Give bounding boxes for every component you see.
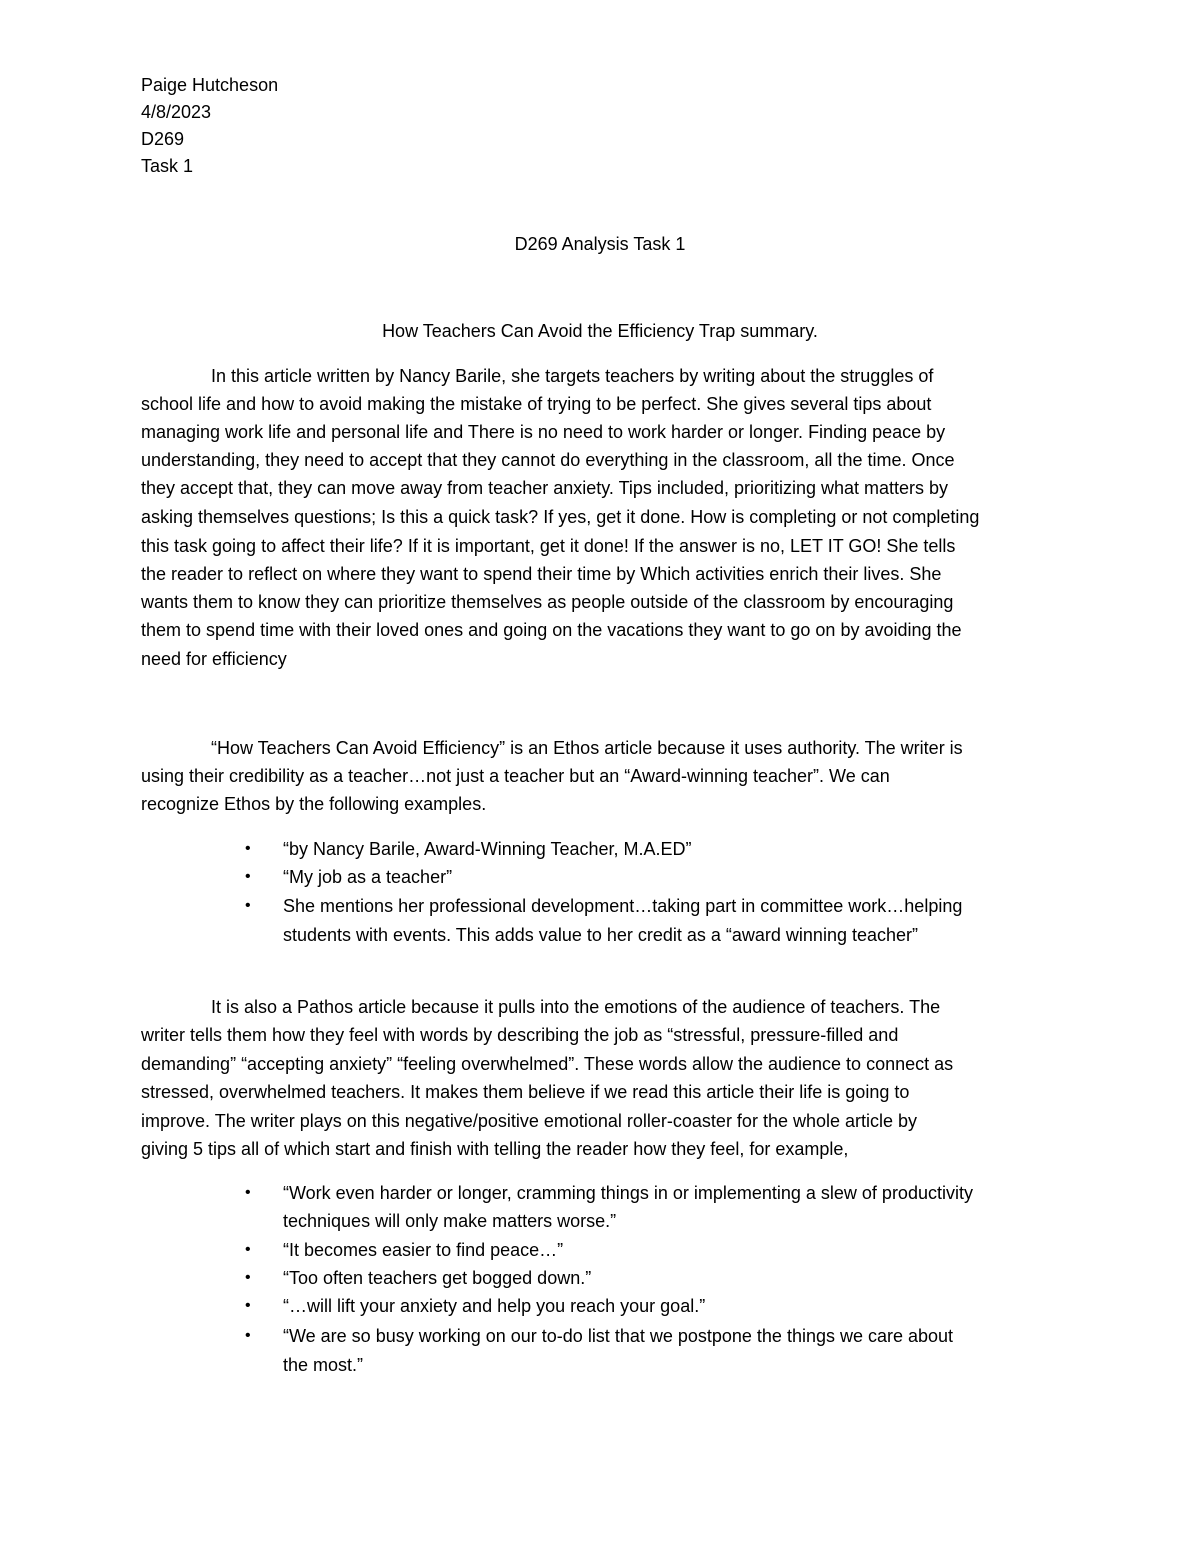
paragraph-line: In this article written by Nancy Barile, she targets teachers by writing about the struggles of [211,366,934,386]
paragraph-line: this task going to affect their life? If it is important, get it done! If the answer is no, LET IT GO! She tells [141,536,956,556]
paragraph-line: asking themselves questions; Is this a quick task? If yes, get it done. How is completing or not completing [141,507,980,527]
bullet-marker: • [245,868,251,885]
paragraph-line: wants them to know they can prioritize themselves as people outside of the classroom by encouraging [141,592,954,612]
paragraph-line: improve. The writer plays on this negative/positive emotional roller-coaster for the whole article by [141,1111,918,1131]
list-item-continuation: the most.” [283,1355,364,1375]
bullet-marker: • [245,1269,251,1286]
list-item-continuation: students with events. This adds value to her credit as a “award winning teacher” [283,925,919,945]
paragraph-line: writer tells them how they feel with words by describing the job as “stressful, pressure-filled and [141,1025,899,1045]
bullet-marker: • [245,1241,251,1258]
paragraph-line: using their credibility as a teacher…not just a teacher but an “Award-winning teacher”. We can [141,766,890,786]
paragraph-line: recognize Ethos by the following examples. [141,794,487,814]
paragraph-line: managing work life and personal life and There is no need to work harder or longer. Finding peace by [141,422,946,442]
list-item: She mentions her professional development…taking part in committee work…helping [283,896,963,916]
bullet-marker: • [245,840,251,857]
paragraph-line: demanding” “accepting anxiety” “feeling overwhelmed”. These words allow the audience to connect as [141,1054,954,1074]
list-item: “Work even harder or longer, cramming things in or implementing a slew of productivity [283,1183,973,1203]
course-code: D269 [141,129,185,149]
paragraph-line: “How Teachers Can Avoid Efficiency” is an Ethos article because it uses authority. The writer is [211,738,963,758]
bullet-marker: • [245,1184,251,1201]
list-item: “My job as a teacher” [283,867,453,887]
paragraph-line: the reader to reflect on where they want to spend their time by Which activities enrich their lives. She [141,564,942,584]
list-item: “…will lift your anxiety and help you reach your goal.” [283,1296,706,1316]
list-item: “It becomes easier to find peace…” [283,1240,564,1260]
bullet-marker: • [245,1297,251,1314]
paragraph-line: need for efficiency [141,649,287,669]
bullet-marker: • [245,1327,251,1344]
paragraph-line: understanding, they need to accept that they cannot do everything in the classroom, all the time. Once [141,450,955,470]
document-title: D269 Analysis Task 1 [514,234,686,254]
task-label: Task 1 [141,156,194,176]
paragraph-line: them to spend time with their loved ones and going on the vacations they want to go on by avoiding the [141,620,962,640]
list-item-continuation: techniques will only make matters worse.” [283,1211,617,1231]
bullet-marker: • [245,897,251,914]
paragraph-line: school life and how to avoid making the mistake of trying to be perfect. She gives several tips about [141,394,932,414]
document-date: 4/8/2023 [141,102,212,122]
list-item: “Too often teachers get bogged down.” [283,1268,592,1288]
author-name: Paige Hutcheson [141,75,279,95]
paragraph-line: It is also a Pathos article because it pulls into the emotions of the audience of teachers. The [211,997,941,1017]
list-item: “by Nancy Barile, Award-Winning Teacher, M.A.ED” [283,839,692,859]
paragraph-line: they accept that, they can move away from teacher anxiety. Tips included, prioritizing what matters by [141,478,949,498]
paragraph-line: giving 5 tips all of which start and finish with telling the reader how they feel, for example, [141,1139,849,1159]
paragraph-line: stressed, overwhelmed teachers. It makes them believe if we read this article their life is going to [141,1082,910,1102]
list-item: “We are so busy working on our to-do list that we postpone the things we care about [283,1326,954,1346]
summary-heading: How Teachers Can Avoid the Efficiency Trap summary. [382,321,818,341]
